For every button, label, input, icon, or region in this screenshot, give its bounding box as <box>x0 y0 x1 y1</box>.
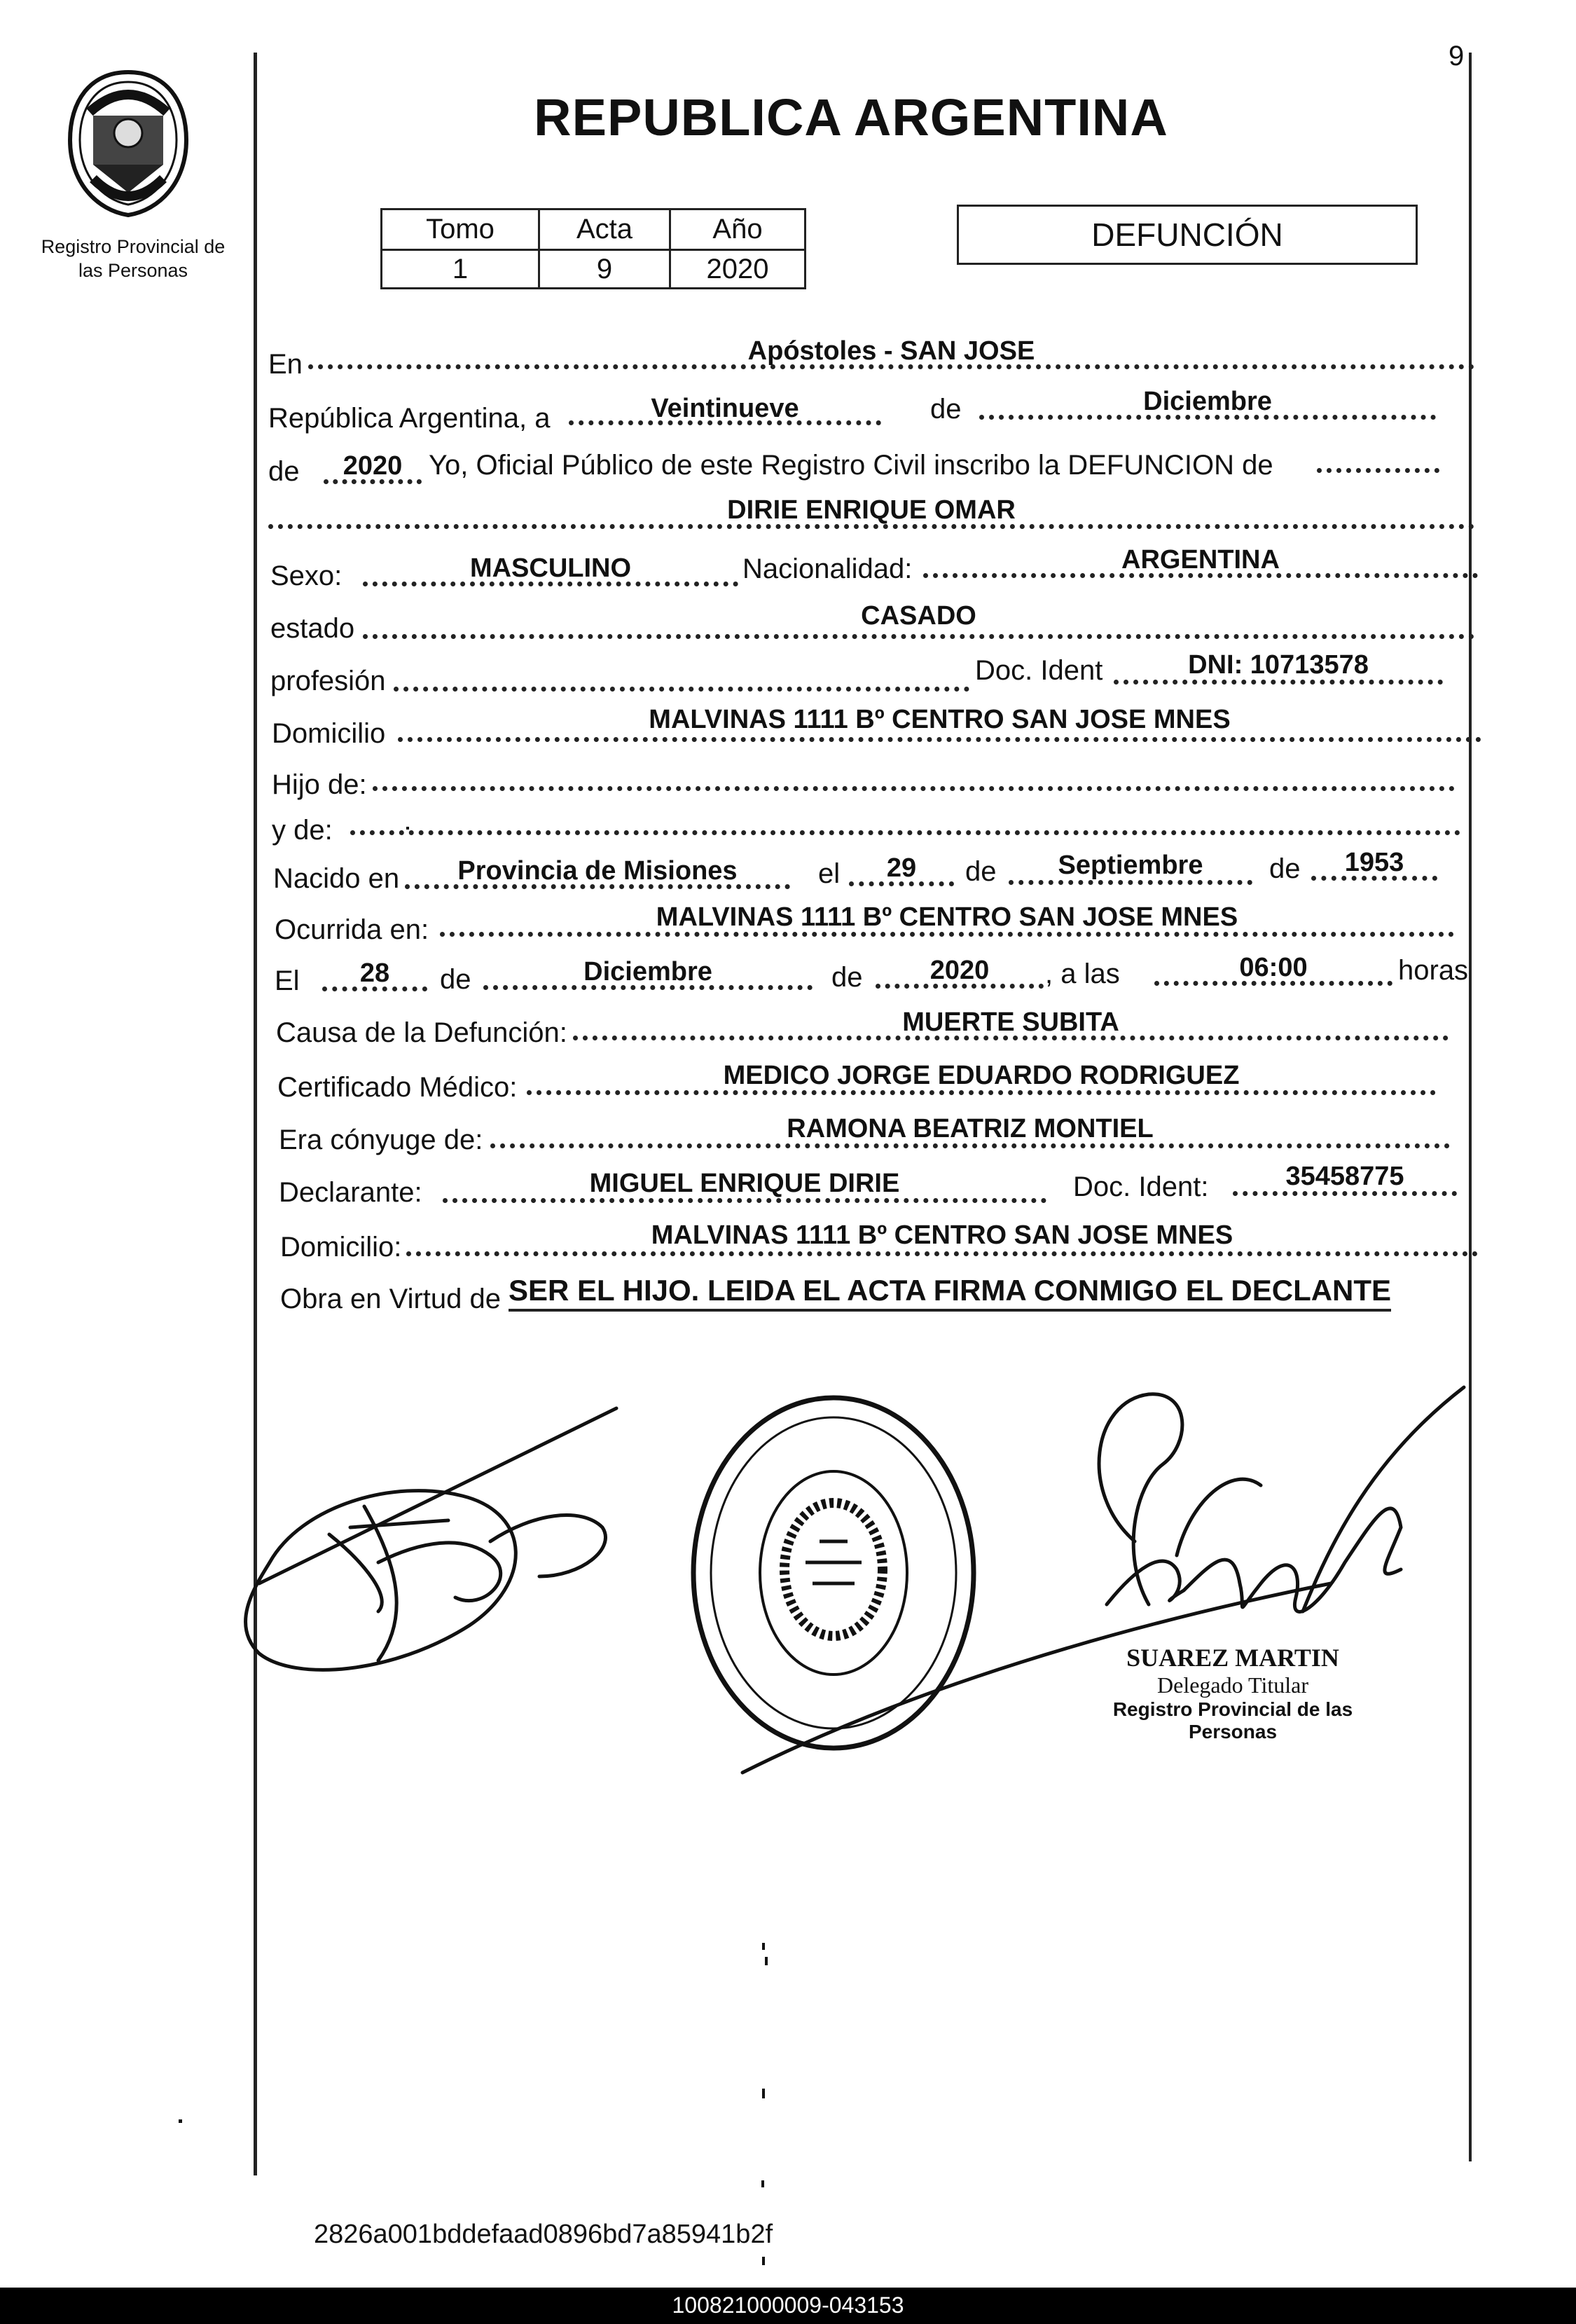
tomo-header: Tomo <box>382 209 539 250</box>
conyuge-label: Era cónyuge de: <box>279 1125 483 1155</box>
de-label: de <box>268 456 300 487</box>
a-las-label: , a las <box>1045 958 1120 989</box>
en-label: En <box>268 349 303 380</box>
horas-label: horas <box>1398 955 1469 986</box>
birthplace-value: Provincia de Misiones <box>457 856 738 886</box>
domicilio-label: Domicilio: <box>280 1232 402 1263</box>
certificado-value: MEDICO JORGE EDUARDO RODRIGUEZ <box>723 1061 1240 1090</box>
registrar-title: Delegado Titular <box>1157 1672 1308 1698</box>
sexo-value: MASCULINO <box>469 554 632 583</box>
registrar-org: Registro Provincial de las Personas <box>1112 1698 1353 1742</box>
de-label: de <box>930 394 962 425</box>
record-type-box: DEFUNCIÓN <box>957 205 1418 265</box>
declarant-signature <box>246 1408 616 1670</box>
tomo-value: 1 <box>382 250 539 289</box>
conyuge-value: RAMONA BEATRIZ MONTIEL <box>787 1114 1154 1143</box>
registration-year-value: 2020 <box>343 451 403 481</box>
footer-code: 100821000009-043153 <box>672 2292 904 2318</box>
registrar-signature-block <box>1072 1643 1394 1743</box>
declarante-doc-value: 35458775 <box>1285 1162 1404 1191</box>
obra-value: SER EL HIJO. LEIDA EL ACTA FIRMA CONMIGO EL DECLANTE <box>509 1274 1391 1312</box>
nacionalidad-label: Nacionalidad: <box>742 554 913 584</box>
logo-caption-line1: Registro Provincial de <box>41 236 226 257</box>
death-year-value: 2020 <box>929 956 990 985</box>
anio-header: Año <box>670 209 806 250</box>
declarante-value: MIGUEL ENRIQUE DIRIE <box>589 1169 900 1198</box>
doc-ident-label: Doc. Ident: <box>1073 1171 1209 1202</box>
page-title: REPUBLICA ARGENTINA <box>534 88 1168 146</box>
logo-caption-line2: las Personas <box>78 260 188 281</box>
causa-label: Causa de la Defunción: <box>276 1017 567 1048</box>
birth-year-value: 1953 <box>1344 848 1404 877</box>
registration-day-value: Veintinueve <box>651 394 799 423</box>
nacionalidad-value: ARGENTINA <box>1121 545 1280 575</box>
de-label: de <box>965 856 997 887</box>
registration-month-value: Diciembre <box>1143 387 1272 416</box>
de-label: de <box>440 964 471 995</box>
place-value: Apóstoles - SAN JOSE <box>747 336 1035 366</box>
domicilio-label: Domicilio <box>272 718 386 749</box>
doc-ident-value: DNI: 10713578 <box>1188 650 1369 680</box>
death-day-value: 28 <box>359 958 390 988</box>
ocurrida-label: Ocurrida en: <box>275 914 429 945</box>
causa-value: MUERTE SUBITA <box>902 1008 1119 1037</box>
de-label: de <box>831 962 863 993</box>
estado-value: CASADO <box>861 601 976 631</box>
registrar-name: SUAREZ MARTIN <box>1126 1644 1339 1672</box>
document-hash: 2826a001bddefaad0896bd7a85941b2f <box>314 2220 773 2249</box>
official-stamp <box>693 1398 974 1748</box>
declaration-text: Yo, Oficial Público de este Registro Civil inscribo la DEFUNCION de <box>429 450 1273 481</box>
deceased-name-value: DIRIE ENRIQUE OMAR <box>727 495 1016 525</box>
hijo-label: Hijo de: <box>272 769 367 800</box>
acta-value: 9 <box>539 250 670 289</box>
declarante-domicilio-value: MALVINAS 1111 Bº CENTRO SAN JOSE MNES <box>651 1221 1233 1250</box>
death-time-value: 06:00 <box>1239 953 1308 982</box>
sexo-label: Sexo: <box>270 561 343 591</box>
declarante-label: Declarante: <box>279 1177 422 1208</box>
y-de-label: y de: <box>272 815 333 846</box>
obra-label: Obra en Virtud de <box>280 1284 502 1314</box>
doc-ident-label: Doc. Ident <box>975 655 1103 686</box>
republica-label: República Argentina, a <box>268 403 551 434</box>
el-label: El <box>275 965 300 996</box>
birth-day-value: 29 <box>886 853 917 883</box>
death-month-value: Diciembre <box>583 957 712 986</box>
nacido-label: Nacido en <box>273 863 400 894</box>
de-label: de <box>1269 853 1301 884</box>
place-of-death-value: MALVINAS 1111 Bº CENTRO SAN JOSE MNES <box>656 902 1238 932</box>
acta-header: Acta <box>539 209 670 250</box>
certificado-label: Certificado Médico: <box>277 1072 518 1103</box>
el-label: el <box>818 858 841 889</box>
page-number: 9 <box>1449 41 1465 71</box>
domicilio-value: MALVINAS 1111 Bº CENTRO SAN JOSE MNES <box>649 705 1231 734</box>
estado-label: estado <box>270 613 355 644</box>
profesion-label: profesión <box>270 666 386 696</box>
anio-value: 2020 <box>670 250 806 289</box>
birth-month-value: Septiembre <box>1058 851 1203 880</box>
